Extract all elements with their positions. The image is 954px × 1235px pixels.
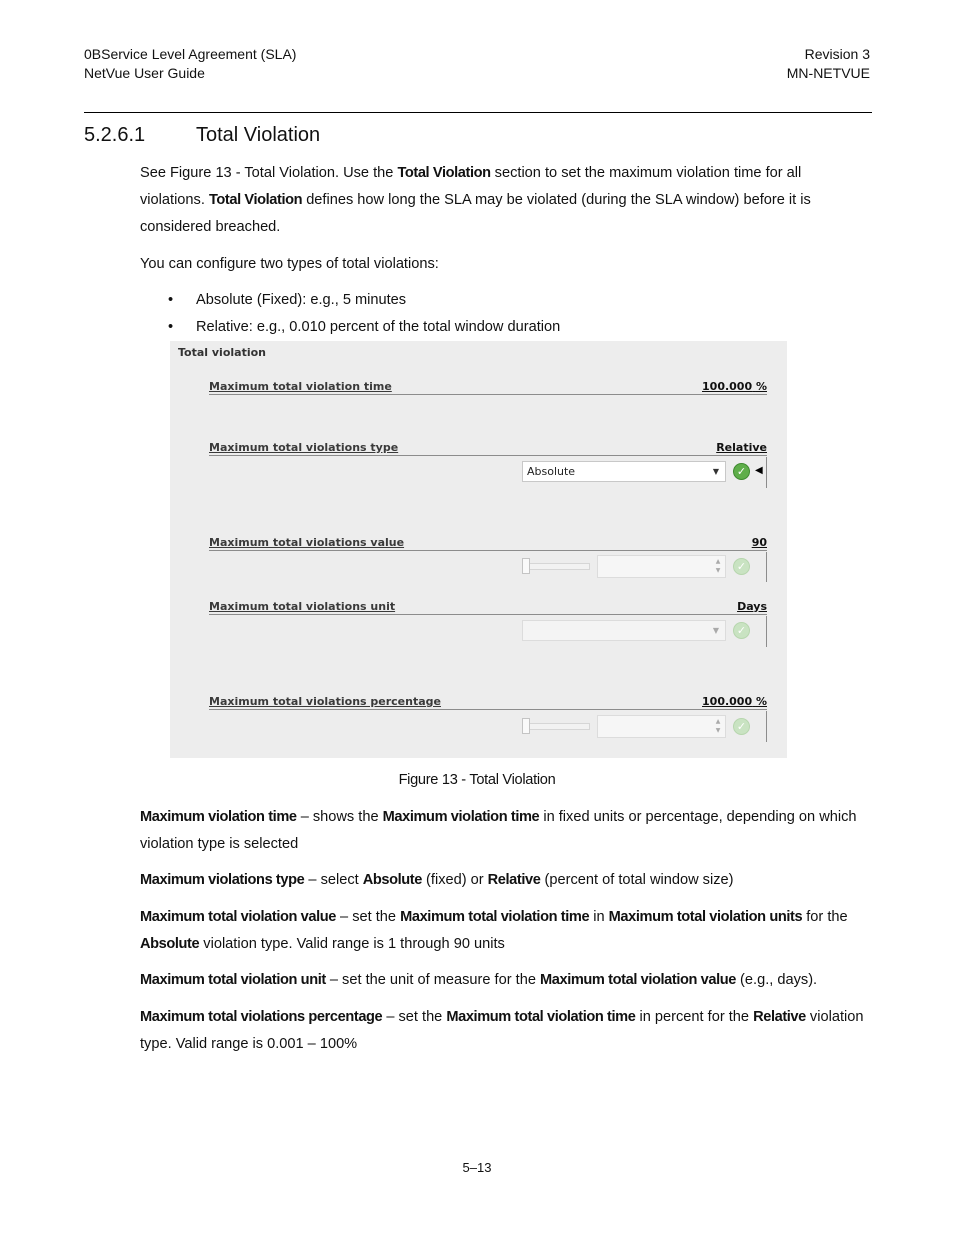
description-text: – set the (336, 909, 401, 925)
violations-type-label: Maximum total violations type (209, 441, 399, 454)
header-rule (84, 112, 872, 113)
intro-types-line: You can configure two types of total violations: (140, 256, 439, 272)
intro-text: See Figure 13 - Total Violation. Use the (140, 165, 398, 181)
row-divider (209, 394, 767, 395)
figure-caption: Figure 13 - Total Violation (398, 772, 556, 788)
description-text: (percent of total window size) (540, 872, 734, 888)
intro-paragraph (140, 160, 870, 241)
percent-unit: % (755, 695, 767, 708)
field-term: Maximum total violation value (540, 972, 736, 988)
description-text: in percent for the (635, 1009, 754, 1025)
section-title: Total Violation (196, 124, 321, 146)
description-paragraph (140, 867, 870, 894)
max-violation-time-label: Maximum total violation time (209, 380, 392, 393)
description-text: (e.g., days). (736, 972, 818, 988)
field-term: Absolute (362, 872, 422, 888)
field-term: Absolute (140, 936, 200, 952)
page-number: 5–13 (462, 1160, 492, 1175)
description-text: – set the unit of measure for the (325, 972, 540, 988)
violations-percentage-spinner[interactable] (597, 715, 726, 738)
percent-unit: % (755, 380, 767, 393)
apply-check-icon[interactable]: ✓ (733, 718, 750, 735)
header-chapter: 0BService Level Agreement (SLA) (84, 46, 297, 62)
description-paragraph (140, 904, 870, 958)
description-text: in (589, 909, 609, 925)
description-text: in fixed units or percentage, depending on which violation type is selected (140, 809, 857, 852)
description-text: for the (802, 909, 848, 925)
intro-term: Total Violation (208, 192, 303, 208)
row-edge (766, 552, 767, 582)
total-violation-figure (170, 341, 787, 758)
list-item: • Absolute (Fixed): e.g., 5 minutes (140, 287, 560, 314)
pointer-triangle-icon: ◀ (755, 465, 763, 476)
field-term: Maximum violation time (140, 809, 297, 825)
description-paragraph (140, 967, 870, 994)
violations-value: 90 (751, 536, 767, 549)
row-edge (766, 616, 767, 647)
list-item: • Relative: e.g., 0.010 percent of the total window duration (140, 314, 560, 341)
running-header-right (787, 45, 870, 83)
row-divider (209, 550, 767, 551)
description-paragraph (140, 804, 870, 858)
field-term: Maximum violation time (382, 809, 540, 825)
description-text: violation type. Valid range is 1 through 90 units (199, 936, 505, 952)
row-divider (209, 709, 767, 710)
row-divider (209, 455, 767, 456)
description-text: – select (304, 872, 363, 888)
field-term: Maximum total violation units (608, 909, 803, 925)
description-text: – shows the (296, 809, 383, 825)
violations-percentage-label: Maximum total violations percentage (209, 695, 441, 708)
chevron-down-icon: ▼ (712, 467, 719, 476)
section-heading (84, 122, 320, 148)
max-violation-time-number: 100.000 (702, 380, 753, 393)
row-edge (766, 711, 767, 742)
row-divider (209, 614, 767, 615)
panel-title: Total violation (178, 346, 266, 359)
percentage-number: 100.000 (702, 695, 753, 708)
header-doc-title: NetVue User Guide (84, 65, 205, 81)
select-value: Absolute (527, 465, 576, 478)
description-text: (fixed) or (421, 872, 488, 888)
row-edge (766, 457, 767, 488)
slider-thumb[interactable] (522, 718, 530, 734)
violation-types-list (140, 287, 560, 341)
violations-unit-label: Maximum total violations unit (209, 600, 396, 613)
header-revision: Revision 3 (804, 46, 870, 62)
field-term: Maximum total violation time (446, 1009, 636, 1025)
max-violation-time-value (702, 380, 767, 393)
field-term: Maximum total violations percentage (140, 1009, 383, 1025)
violations-type-value: Relative (716, 441, 767, 454)
apply-check-icon[interactable]: ✓ (733, 622, 750, 639)
apply-check-icon[interactable]: ✓ (733, 558, 750, 575)
section-number: 5.2.6.1 (84, 124, 146, 146)
violations-type-select[interactable] (522, 461, 726, 482)
field-term: Maximum violations type (140, 872, 305, 888)
violations-value-slider[interactable] (522, 563, 590, 570)
spinner-arrows-icon[interactable]: ▲ ▼ (715, 718, 721, 734)
field-term: Relative (753, 1009, 806, 1025)
spinner-arrows-icon[interactable]: ▲ ▼ (715, 558, 721, 574)
running-header-left (84, 45, 296, 83)
apply-check-icon[interactable]: ✓ (733, 463, 750, 480)
field-term: Relative (487, 872, 541, 888)
chevron-down-icon: ▼ (712, 626, 719, 635)
violations-value-label: Maximum total violations value (209, 536, 405, 549)
field-term: Maximum total violation time (400, 909, 590, 925)
violations-unit-value: Days (737, 600, 767, 613)
description-paragraph (140, 1004, 870, 1058)
intro-term: Total Violation (397, 165, 491, 181)
violations-unit-select[interactable] (522, 620, 726, 641)
violations-percentage-slider[interactable] (522, 723, 590, 730)
slider-thumb[interactable] (522, 558, 530, 574)
description-text: – set the (382, 1009, 447, 1025)
field-term: Maximum total violation unit (140, 972, 326, 988)
field-term: Maximum total violation value (140, 909, 336, 925)
violations-percentage-value (702, 695, 767, 708)
violations-value-spinner[interactable] (597, 555, 726, 578)
description-text: violation type. Valid range is 0.001 – 100% (140, 1009, 864, 1052)
header-doc-number: MN-NETVUE (786, 65, 870, 81)
intro-text: defines how long the SLA may be violated (during the SLA window) before it is considered breached. (140, 192, 811, 235)
intro-text: section to set the maximum violation time for all violations. (140, 165, 802, 208)
